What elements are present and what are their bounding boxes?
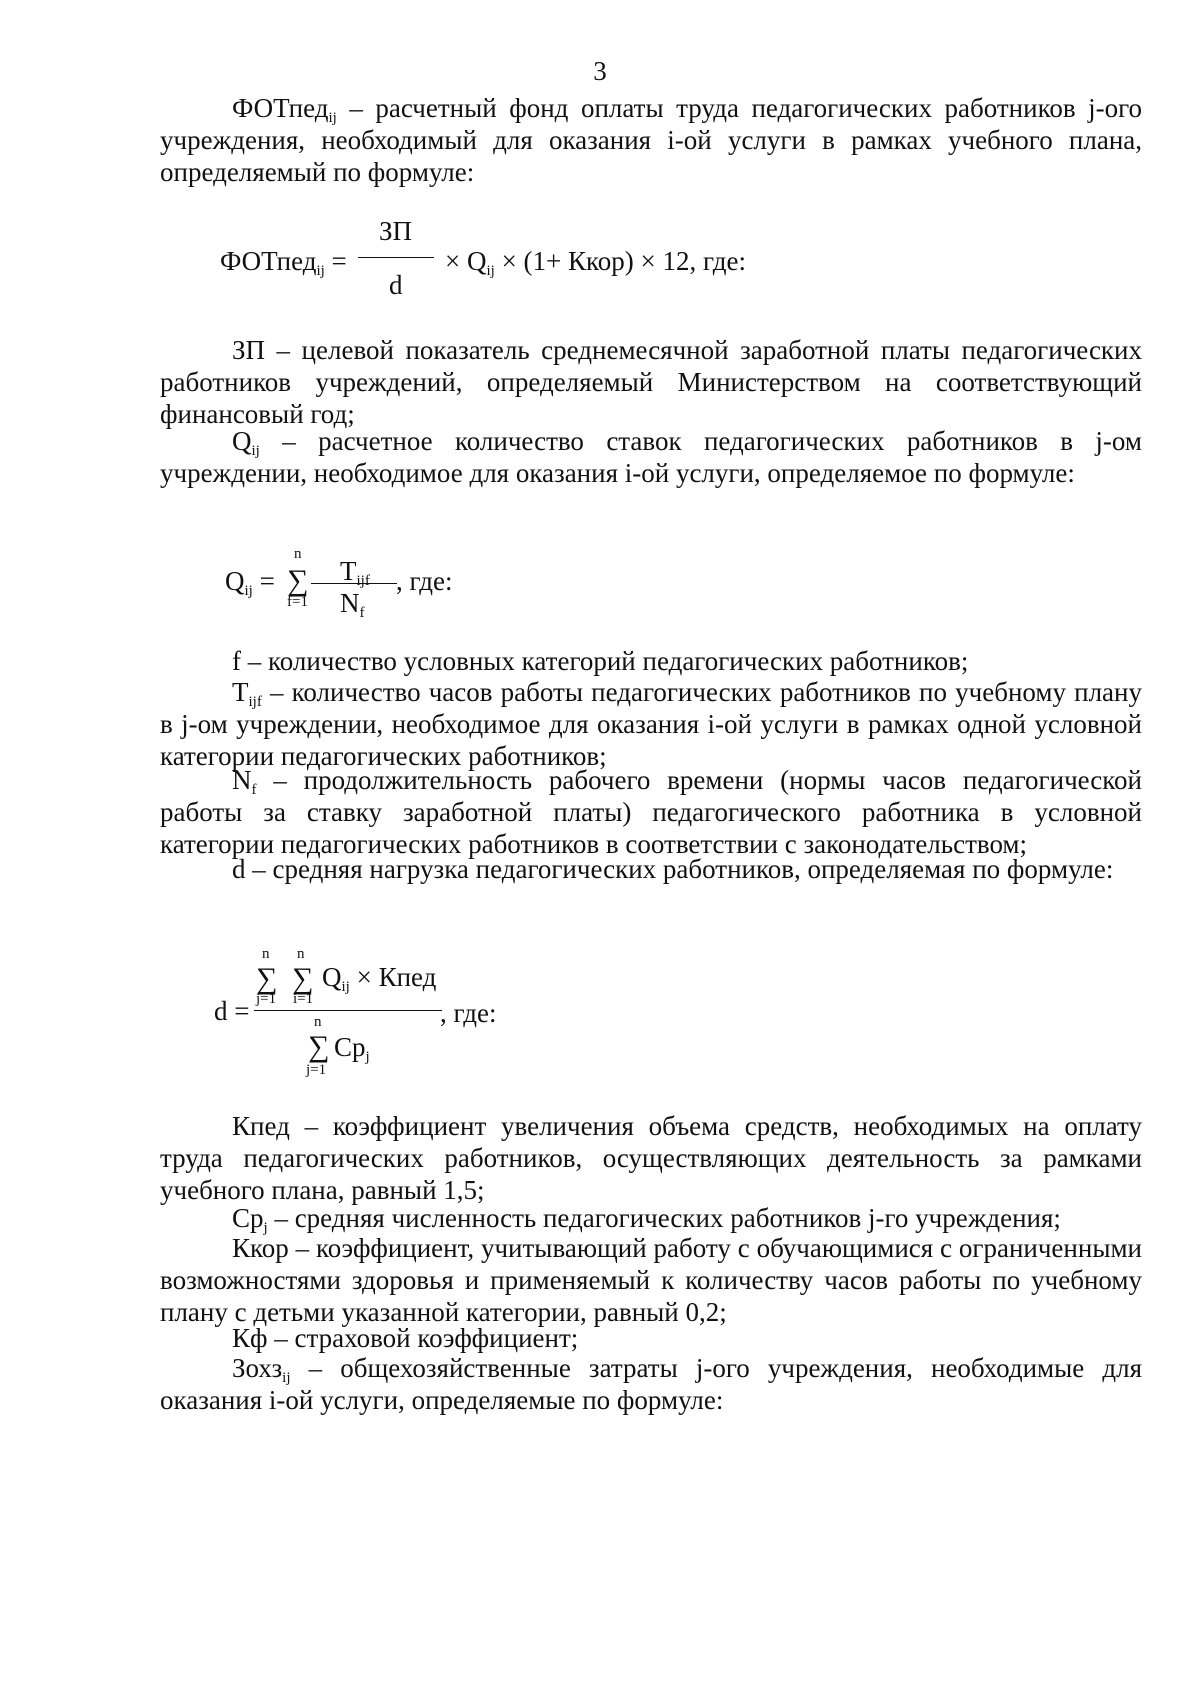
definition-text: – средняя численность педагогических работников j-го учреждения; bbox=[267, 1203, 1061, 1233]
formula-tail: × (1+ Ккор) × 12, где: bbox=[501, 246, 746, 276]
definition-text: – расчетное количество ставок педагогических работников в j-ом учреждении, необходимое для оказания i-ой услуги, определяемое по формуле: bbox=[160, 426, 1142, 488]
definition-text: Кпед – коэффициент увеличения объема средств, необходимых на оплату труда педагогических работников, осуществляющих деятельность за рамками учебного плана, равный 1,5; bbox=[160, 1111, 1142, 1205]
numerator-term: Q bbox=[322, 962, 342, 992]
definition-text: – количество часов работы педагогических работников по учебному плану в j-ом учреждении, необходимое для оказания i-ой услуги в рамках одной условной категории педагогических работников; bbox=[160, 677, 1142, 771]
paragraph-cp-definition bbox=[160, 1202, 1142, 1234]
formula-tail: , где: bbox=[440, 998, 497, 1028]
paragraph-kped-definition bbox=[160, 1110, 1142, 1206]
term: ФОТпед bbox=[232, 93, 329, 123]
term-subscript: ij bbox=[282, 1370, 291, 1386]
sum-lower-limit-2: i=1 bbox=[293, 991, 314, 1007]
fraction-bar bbox=[358, 257, 434, 258]
sum-upper-limit: n bbox=[294, 546, 302, 562]
term: T bbox=[232, 677, 249, 707]
fraction-numerator: T bbox=[340, 556, 357, 586]
paragraph-d-definition bbox=[160, 853, 1142, 885]
term-subscript: ijf bbox=[248, 694, 262, 710]
sum-sign-1: ∑ bbox=[256, 962, 278, 995]
formula-lhs: Q bbox=[225, 566, 245, 596]
term-subscript: j bbox=[263, 1220, 268, 1236]
equals-sign: = bbox=[259, 566, 275, 596]
definition-text: – расчетный фонд оплаты труда педагогических работников j-ого учреждения, необходимый для оказания i-ой услуги в рамках учебного плана, определяемый по формуле: bbox=[160, 93, 1142, 187]
sum-lower-limit-3: j=1 bbox=[306, 1062, 327, 1078]
sum-sign: ∑ bbox=[287, 564, 309, 597]
term: Q bbox=[232, 426, 252, 456]
formula-lhs: d = bbox=[214, 996, 250, 1026]
sum-sign-3: ∑ bbox=[308, 1030, 330, 1063]
formula-lhs-subscript: ij bbox=[316, 263, 325, 279]
term: Cp bbox=[232, 1203, 264, 1233]
fraction-bar bbox=[311, 583, 397, 584]
numerator-tail: × Кпед bbox=[349, 962, 437, 992]
formula-lhs: ФОТпед bbox=[220, 246, 317, 276]
formula-term-subscript: ij bbox=[486, 263, 495, 279]
denominator-subscript: j bbox=[365, 1049, 370, 1065]
paragraph-t-definition bbox=[160, 676, 1142, 772]
definition-text: f – количество условных категорий педагогических работников; bbox=[232, 646, 969, 676]
definition-text: ЗП – целевой показатель среднемесячной заработной платы педагогических работников учреждений, определяемый Министерством на соответствующий финансовый год; bbox=[160, 335, 1142, 429]
formula-lhs-subscript: ij bbox=[244, 583, 253, 599]
definition-text: d – средняя нагрузка педагогических работников, определяемая по формуле: bbox=[232, 854, 1114, 884]
paragraph-zohz-definition bbox=[160, 1352, 1142, 1416]
definition-text: – общехозяйственные затраты j-ого учреждения, необходимые для оказания i-ой услуги, определяемые по формуле: bbox=[160, 1353, 1142, 1415]
term-subscript: ij bbox=[328, 110, 337, 126]
paragraph-kf-definition bbox=[160, 1322, 1142, 1354]
paragraph-f-definition bbox=[160, 645, 1142, 677]
sum-upper-limit-1: n bbox=[262, 946, 270, 962]
fraction-denominator: N bbox=[340, 588, 360, 618]
numerator-subscript: ijf bbox=[356, 573, 370, 589]
paragraph-kkor-definition bbox=[160, 1232, 1142, 1328]
term-subscript: ij bbox=[251, 443, 260, 459]
denominator-term: Cp bbox=[334, 1032, 366, 1062]
sum-upper-limit-3: n bbox=[314, 1014, 322, 1030]
definition-text: Ккор – коэффициент, учитывающий работу с обучающимися с ограниченными возможностями здоровья и применяемый к количеству часов работы по учебному плану с детьми указанной категории, равный 0,2; bbox=[160, 1233, 1142, 1327]
equals-sign: = bbox=[331, 246, 347, 276]
formula-term: × Q bbox=[445, 246, 487, 276]
paragraph-q-definition bbox=[160, 425, 1142, 489]
page-number: 3 bbox=[593, 56, 607, 86]
paragraph-n-definition bbox=[160, 764, 1142, 860]
fraction-denominator: d bbox=[389, 270, 403, 300]
formula-tail: , где: bbox=[396, 566, 453, 596]
term-subscript: f bbox=[251, 782, 257, 798]
denominator-subscript: f bbox=[359, 605, 365, 621]
definition-text: – продолжительность рабочего времени (нормы часов педагогической работы за ставку заработной платы) педагогического работника в условной категории педагогических работников в соответствии с законодательством; bbox=[160, 765, 1142, 859]
sum-upper-limit-2: n bbox=[297, 946, 305, 962]
sum-lower-limit: f=1 bbox=[287, 594, 308, 610]
term: Зохз bbox=[232, 1353, 283, 1383]
numerator-subscript: ij bbox=[341, 979, 350, 995]
paragraph-fot-definition bbox=[160, 92, 1142, 188]
sum-sign-2: ∑ bbox=[292, 962, 314, 995]
definition-text: Кф – страховой коэффициент; bbox=[232, 1323, 579, 1353]
sum-lower-limit-1: j=1 bbox=[256, 991, 277, 1007]
fraction-numerator: ЗП bbox=[379, 216, 413, 246]
term: N bbox=[232, 765, 252, 795]
fraction-bar bbox=[254, 1010, 442, 1011]
paragraph-zp-definition bbox=[160, 334, 1142, 430]
